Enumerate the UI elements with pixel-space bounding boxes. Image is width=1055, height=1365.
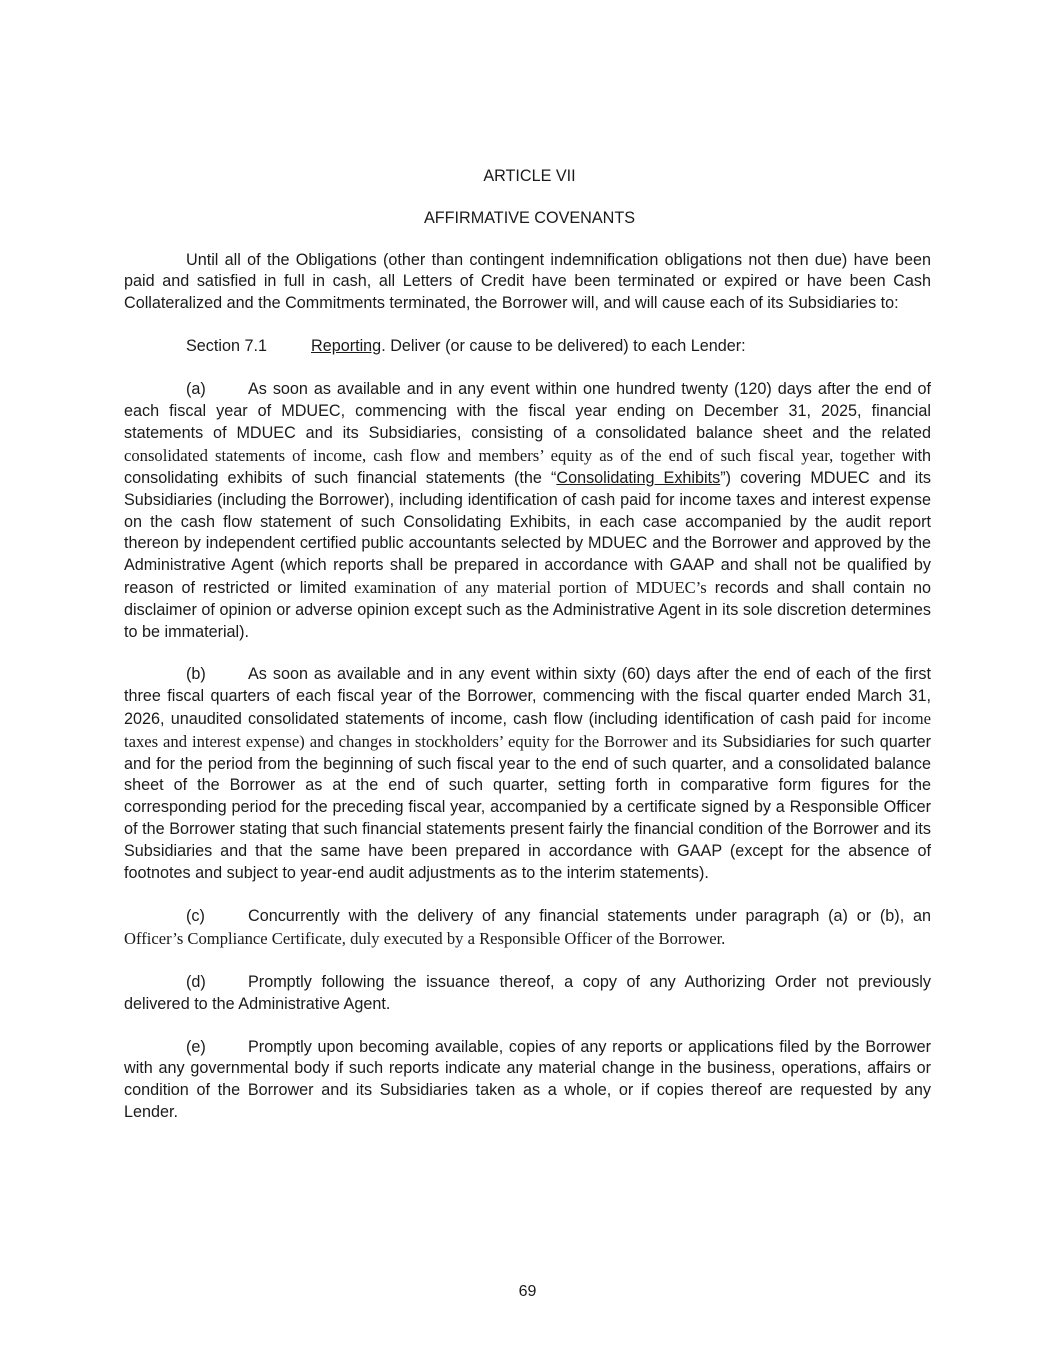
article-title: ARTICLE VII — [483, 167, 576, 185]
paragraph-label: (d) — [186, 972, 206, 991]
paragraph-text-serif: Officer’s Compliance Certificate, duly executed by a Responsible Officer of the Borrower. — [124, 929, 726, 949]
paragraph-text-serif: examination of any material portion of MDUEC’s — [346, 577, 707, 597]
section-text: . Deliver (or cause to be delivered) to each Lender: — [381, 336, 746, 355]
paragraph-label: (b) — [186, 665, 206, 684]
paragraph-d — [124, 972, 931, 1016]
paragraph-label: (c) — [186, 907, 205, 926]
page-number: 69 — [518, 1283, 537, 1300]
paragraph-text-serif: for income taxes and interest expense) and changes in stockholders’ equity for the Borrower and its — [124, 708, 931, 751]
section-title: Reporting — [311, 336, 382, 355]
page-content — [124, 166, 931, 1124]
paragraph-text: Promptly upon becoming available, copies of any reports or applications filed by the Borrower with any governmental body if such reports indicate any material change in the business, operations, affairs or condition of the Borrower and its Subsidiaries taken as a whole, or if copies thereof are requested by any Lender. — [124, 1037, 931, 1121]
defined-term: Consolidating Exhibits — [556, 468, 721, 487]
section-heading — [124, 336, 931, 358]
section-number: Section 7.1 — [186, 336, 267, 355]
paragraph-text: Subsidiaries for such quarter and for the period from the beginning of such fiscal year to the end of such quarter, and a consolidated balance sheet of the Borrower as at the end of such quarter, setting forth in comparative form figures for the corresponding period for the preceding fiscal year, accompanied by a certificate signed by a Responsible Officer of the Borrower stating that such financial statements present fairly the financial condition of the Borrower and its Subsidiaries and that the same have been prepared in accordance with GAAP (except for the absence of footnotes and subject to year-end audit adjustments as to the interim statements). — [124, 732, 931, 882]
paragraph-label: (a) — [186, 379, 206, 398]
paragraph-text: ”) covering MDUEC and its Subsidiaries (including the Borrower), including identification of cash paid for income taxes and interest expense on the cash flow statement of such Consolidating Exhibits, in each case accompanied by the audit report thereon by independent certified public accountants selected by MDUEC and the Borrower and approved by the Administrative Agent (which reports shall be prepared in accordance with GAAP and shall not be qualified by reason of restricted or limited — [124, 468, 931, 597]
paragraph-text: As soon as available and in any event within sixty (60) days after the end of each of the first three fiscal quarters of each fiscal year of the Borrower, commencing with the fiscal quarter ended March 31, 2026, unaudited consolidated statements of income, cash flow (including identification of cash paid — [124, 665, 931, 728]
paragraph-c — [124, 905, 931, 951]
paragraph-text: As soon as available and in any event within one hundred twenty (120) days after the end of each fiscal year of MDUEC, commencing with the fiscal year ending on December 31, 2025, financial statements of MDUEC and its Subsidiaries, consisting of a consolidated balance sheet and the related — [124, 379, 931, 443]
paragraph-text: records and shall contain no disclaimer of opinion or adverse opinion except such as the Administrative Agent in its sole discretion determines to be immaterial). — [124, 578, 931, 641]
paragraph-text: Promptly following the issuance thereof, a copy of any Authorizing Order not previously delivered to the Administrative Agent. — [124, 972, 931, 1013]
intro-paragraph: Until all of the Obligations (other than contingent indemnification obligations not then due) have been paid and satisfied in full in cash, all Letters of Credit have been terminated or expired or have been Cash Collateralized and the Commitments terminated, the Borrower will, and will cause each of its Subsidiaries to: — [124, 250, 931, 313]
paragraph-text: Concurrently with the delivery of any financial statements under paragraph (a) or (b), an — [248, 907, 931, 926]
paragraph-text-serif: consolidated statements of income, cash flow and members’ equity as of the end of such fiscal year, together — [124, 446, 895, 466]
paragraph-label: (e) — [186, 1037, 206, 1056]
article-subtitle: AFFIRMATIVE COVENANTS — [423, 208, 636, 227]
paragraph-e — [124, 1037, 931, 1124]
paragraph-b — [124, 664, 931, 884]
paragraph-a — [124, 379, 931, 644]
paragraph-text: with consolidating exhibits of such financial statements (the “ — [124, 447, 931, 487]
